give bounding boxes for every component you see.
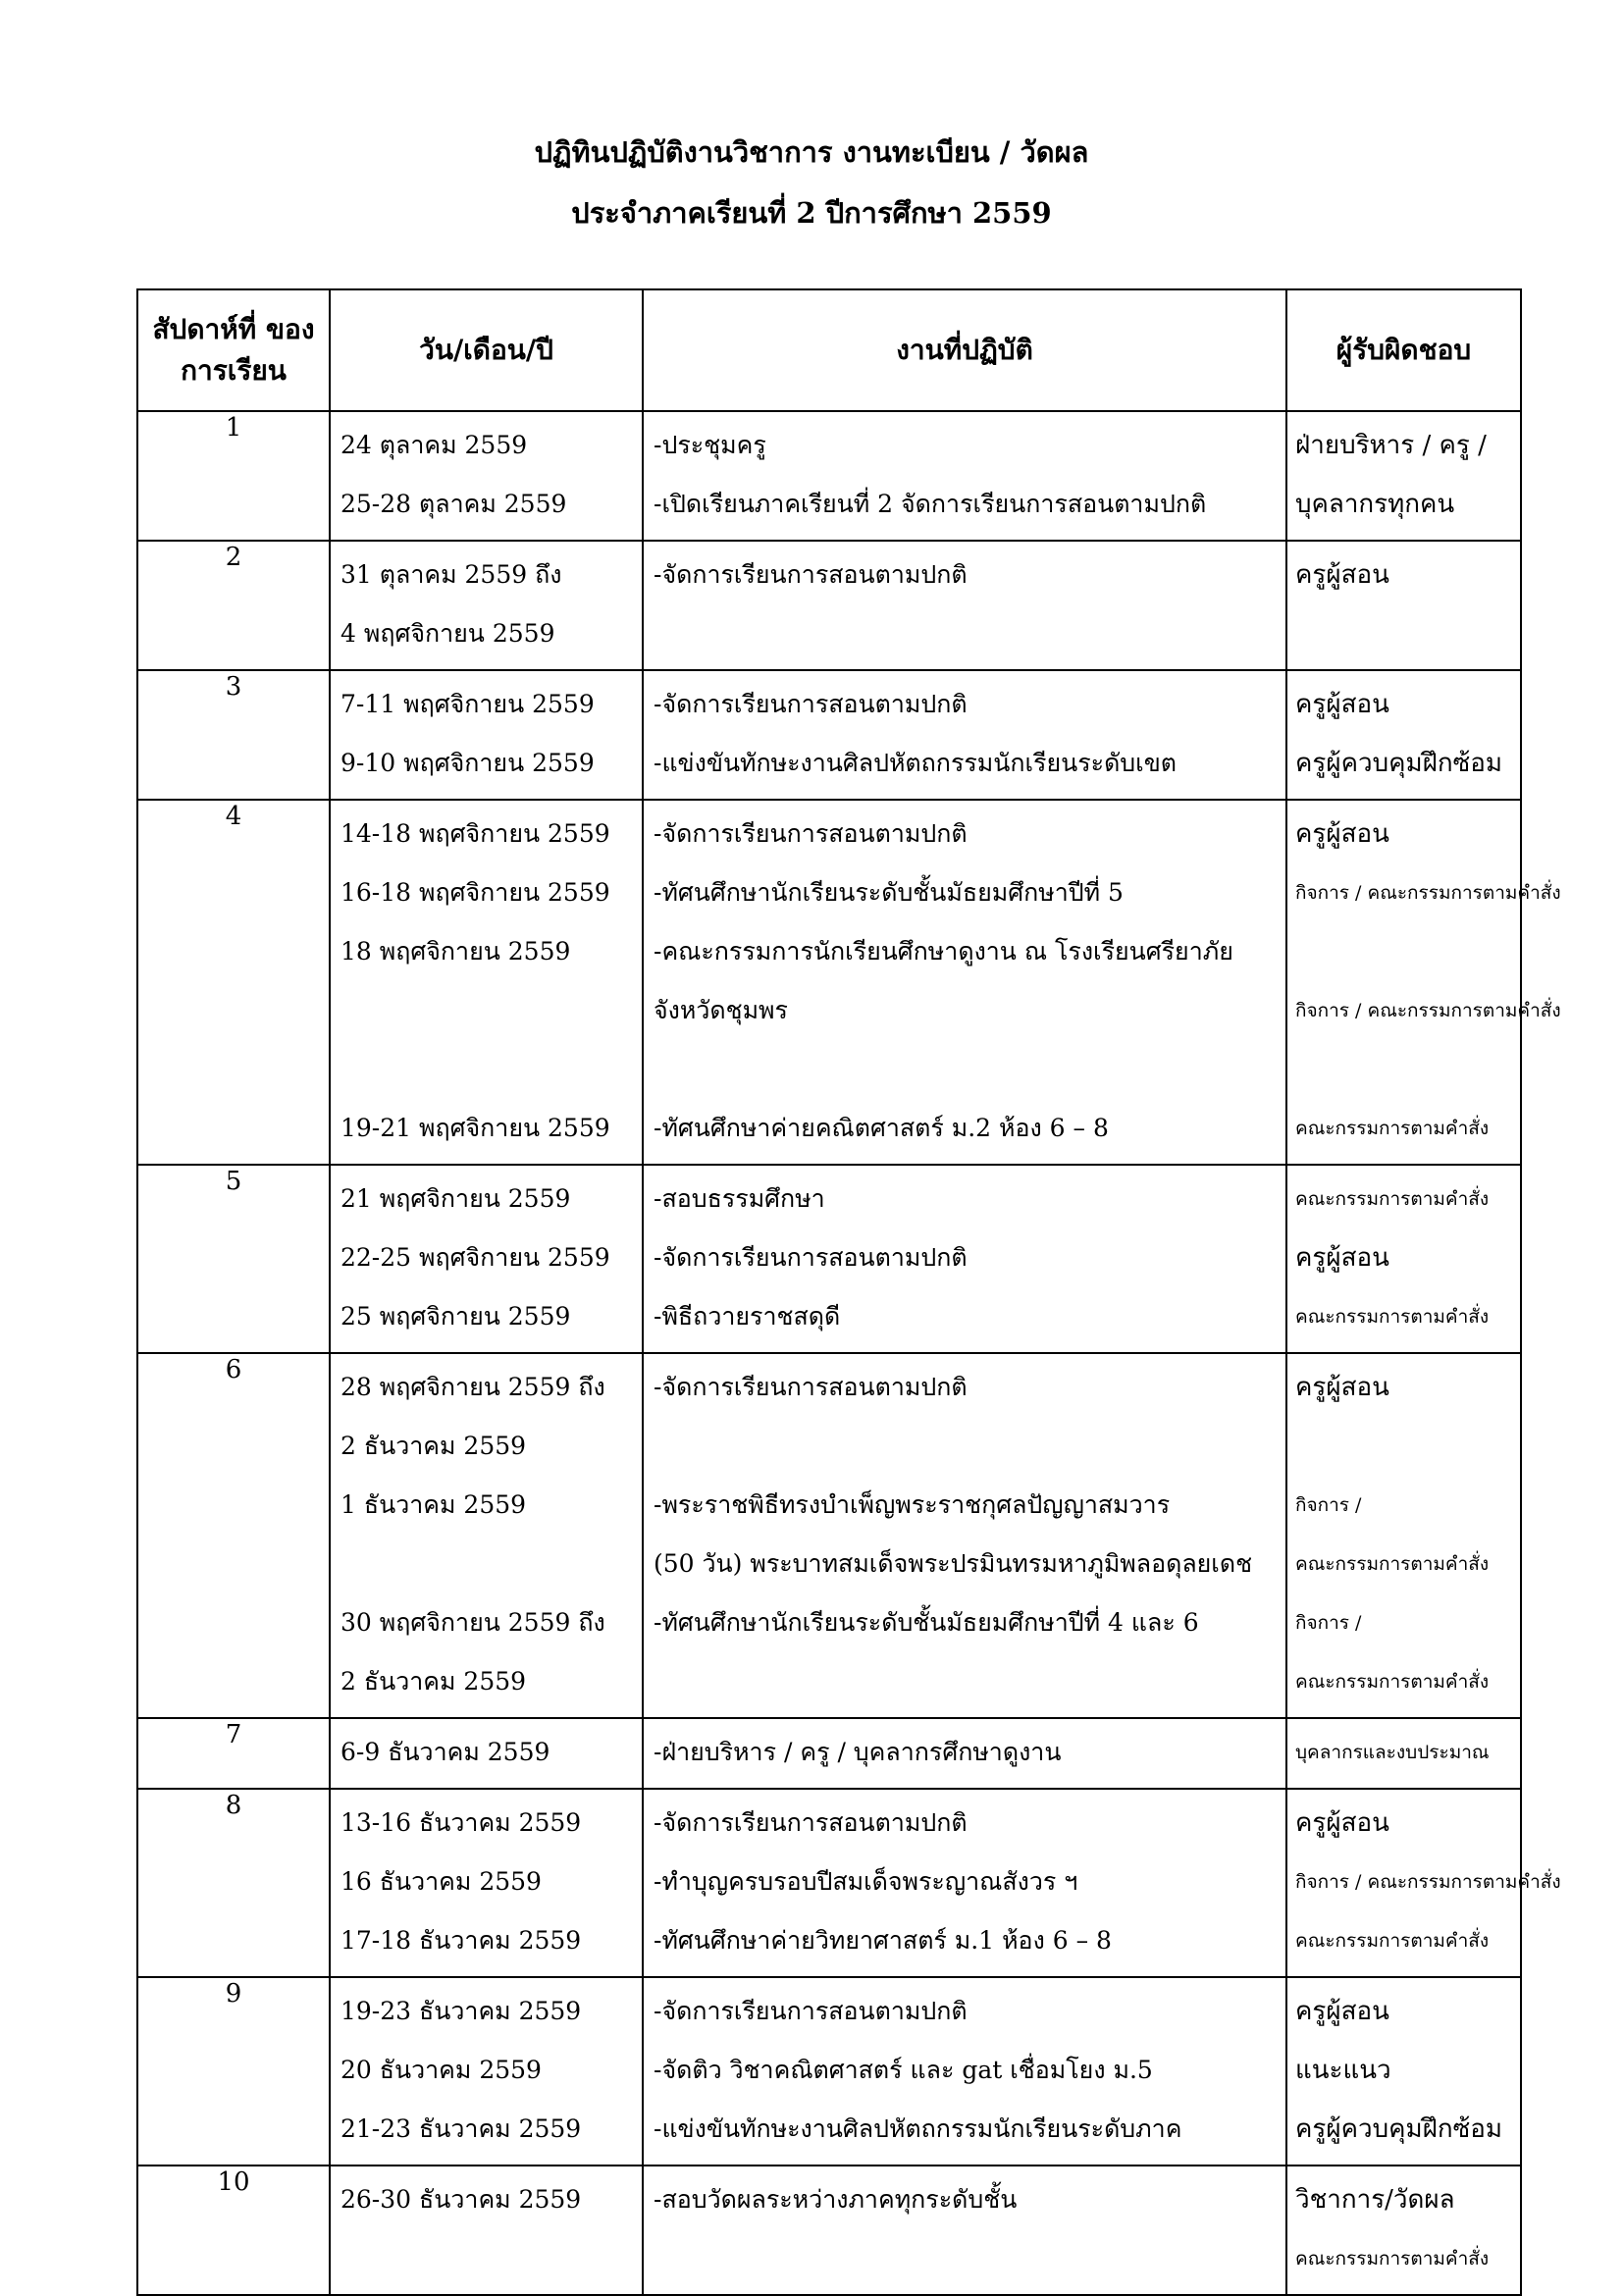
task-line: -จัดการเรียนการสอนตามปกติ <box>654 1243 968 1272</box>
schedule-body <box>137 411 1561 2295</box>
responsible-line: คณะกรรมการตามคำสั่ง <box>1295 2248 1490 2270</box>
date-line: 6-9 ธันวาคม 2559 <box>340 1738 550 1766</box>
task-line: -คณะกรรมการนักเรียนศึกษาดูงาน ณ โรงเรียนศรียาภัย <box>654 937 1233 965</box>
task-line: -พระราชพิธีทรงบำเพ็ญพระราชกุศลปัญญาสมวาร <box>654 1490 1171 1519</box>
responsible-line: กิจการ / <box>1295 1494 1362 1516</box>
responsible-line: คณะกรรมการตามคำสั่ง <box>1295 1671 1490 1693</box>
responsible-line: ครูผู้ควบคุมฝึกซ้อม <box>1295 2114 1502 2144</box>
date-line: 17-18 ธันวาคม 2559 <box>340 1926 582 1955</box>
responsible-line: ครูผู้ควบคุมฝึกซ้อม <box>1295 749 1502 778</box>
date-line: 16 ธันวาคม 2559 <box>340 1867 542 1896</box>
date-line <box>331 1040 642 1099</box>
date-line: 1 ธันวาคม 2559 <box>340 1490 527 1519</box>
responsible-line: กิจการ / คณะกรรมการตามคำสั่ง <box>1295 882 1561 904</box>
responsible-line: ฝ่ายบริหาร / ครู / <box>1295 431 1487 460</box>
responsible-line <box>1287 1417 1520 1476</box>
task-cell <box>643 670 1286 800</box>
table-row <box>137 800 1521 1165</box>
table-row <box>137 670 1521 800</box>
responsible-line: ครูผู้สอน <box>1295 560 1389 590</box>
table-row <box>137 541 1521 670</box>
responsible-cell <box>1286 2166 1521 2295</box>
date-line: 22-25 พฤศจิกายน 2559 <box>340 1243 610 1272</box>
date-cell <box>330 411 643 541</box>
responsible-cell <box>1286 1165 1521 1353</box>
date-line: 28 พฤศจิกายน 2559 ถึง <box>340 1373 605 1401</box>
date-cell <box>330 1165 643 1353</box>
header-task: งานที่ปฏิบัติ <box>643 289 1286 411</box>
header-week: สัปดาห์ที่ ของการเรียน <box>137 289 330 411</box>
task-line <box>644 1417 1285 1476</box>
task-line: -จัดติว วิชาคณิตศาสตร์ และ gat เชื่อมโยง ม.5 <box>654 2056 1153 2084</box>
date-line: 13-16 ธันวาคม 2559 <box>340 1808 582 1837</box>
responsible-cell <box>1286 1353 1521 1718</box>
task-line: -ทัศนศึกษาค่ายวิทยาศาสตร์ ม.1 ห้อง 6 – 8 <box>654 1926 1112 1955</box>
responsible-cell <box>1286 800 1561 1165</box>
date-cell <box>330 1977 643 2166</box>
responsible-line: บุคลากรและงบประมาณ <box>1295 1742 1490 1763</box>
date-cell <box>330 670 643 800</box>
responsible-line: บุคลากรทุกคน <box>1295 490 1455 519</box>
date-line: 25 พฤศจิกายน 2559 <box>340 1302 571 1331</box>
date-line: 21-23 ธันวาคม 2559 <box>340 2114 582 2143</box>
date-line: 19-21 พฤศจิกายน 2559 <box>340 1114 610 1142</box>
responsible-line: ครูผู้สอน <box>1295 690 1389 719</box>
page-title: ปฏิทินปฏิบัติงานวิชาการ งานทะเบียน / วัดผล <box>534 135 1089 169</box>
task-cell <box>643 1353 1286 1718</box>
responsible-cell <box>1286 1977 1521 2166</box>
task-line <box>644 1652 1285 1711</box>
task-line: -ฝ่ายบริหาร / ครู / บุคลากรศึกษาดูงาน <box>654 1738 1062 1766</box>
task-cell <box>643 1718 1286 1789</box>
header-date: วัน/เดือน/ปี <box>330 289 643 411</box>
date-cell <box>330 1353 643 1718</box>
responsible-line: คณะกรรมการตามคำสั่ง <box>1295 1306 1490 1328</box>
week-number: 9 <box>137 1977 330 2166</box>
task-line: -จัดการเรียนการสอนตามปกติ <box>654 690 968 718</box>
responsible-line <box>1287 604 1520 663</box>
week-number: 4 <box>137 800 330 1165</box>
date-line <box>331 2229 642 2288</box>
week-number: 1 <box>137 411 330 541</box>
task-line: (50 วัน) พระบาทสมเด็จพระปรมินทรมหาภูมิพลอดุลยเดช <box>654 1549 1253 1578</box>
table-row <box>137 1977 1521 2166</box>
task-line: -ทัศนศึกษานักเรียนระดับชั้นมัธยมศึกษาปีที่ 4 และ 6 <box>654 1608 1199 1637</box>
task-cell <box>643 1789 1286 1977</box>
responsible-line: กิจการ / คณะกรรมการตามคำสั่ง <box>1295 1000 1561 1021</box>
task-cell <box>643 1977 1286 2166</box>
week-number: 2 <box>137 541 330 670</box>
table-row <box>137 1789 1521 1977</box>
responsible-line: ครูผู้สอน <box>1295 819 1389 849</box>
date-line: 4 พฤศจิกายน 2559 <box>340 619 555 648</box>
task-line <box>644 2229 1285 2288</box>
task-line: -จัดการเรียนการสอนตามปกติ <box>654 1997 968 2025</box>
task-line <box>644 604 1285 663</box>
task-line: -จัดการเรียนการสอนตามปกติ <box>654 1808 968 1837</box>
task-line: -แข่งขันทักษะงานศิลปหัตถกรรมนักเรียนระดับภาค <box>654 2114 1182 2143</box>
task-line: -จัดการเรียนการสอนตามปกติ <box>654 819 968 848</box>
responsible-line: คณะกรรมการตามคำสั่ง <box>1295 1930 1490 1952</box>
task-line: -ทัศนศึกษานักเรียนระดับชั้นมัธยมศึกษาปีที่ 5 <box>654 878 1124 907</box>
task-line: -จัดการเรียนการสอนตามปกติ <box>654 1373 968 1401</box>
date-cell <box>330 1789 643 1977</box>
date-line <box>331 1535 642 1593</box>
task-line: -ทัศนศึกษาค่ายคณิตศาสตร์ ม.2 ห้อง 6 – 8 <box>654 1114 1109 1142</box>
date-line: 30 พฤศจิกายน 2559 ถึง <box>340 1608 605 1637</box>
date-line: 31 ตุลาคม 2559 ถึง <box>340 560 562 589</box>
task-cell <box>643 800 1286 1165</box>
date-cell <box>330 541 643 670</box>
responsible-line: ครูผู้สอน <box>1295 1373 1389 1402</box>
task-line <box>644 1040 1285 1099</box>
responsible-line: กิจการ / <box>1295 1612 1362 1634</box>
header-responsible: ผู้รับผิดชอบ <box>1286 289 1521 411</box>
week-number: 6 <box>137 1353 330 1718</box>
date-line: 24 ตุลาคม 2559 <box>340 431 528 459</box>
task-cell <box>643 541 1286 670</box>
responsible-cell <box>1286 411 1521 541</box>
task-line: -พิธีถวายราชสดุดี <box>654 1302 841 1331</box>
table-header-row <box>137 289 1521 411</box>
responsible-line: ครูผู้สอน <box>1295 1808 1389 1838</box>
responsible-cell <box>1286 670 1521 800</box>
task-line: -สอบธรรมศึกษา <box>654 1184 825 1213</box>
date-line: 18 พฤศจิกายน 2559 <box>340 937 571 965</box>
task-line: -แข่งขันทักษะงานศิลปหัตถกรรมนักเรียนระดับเขต <box>654 749 1178 777</box>
week-number: 3 <box>137 670 330 800</box>
table-row <box>137 2166 1521 2295</box>
date-cell <box>330 2166 643 2295</box>
responsible-line: แนะแนว <box>1295 2056 1391 2085</box>
task-line: -สอบวัดผลระหว่างภาคทุกระดับชั้น <box>654 2185 1018 2214</box>
responsible-cell <box>1286 541 1521 670</box>
date-line: 21 พฤศจิกายน 2559 <box>340 1184 571 1213</box>
week-number: 8 <box>137 1789 330 1977</box>
task-cell <box>643 2166 1286 2295</box>
date-line: 2 ธันวาคม 2559 <box>340 1667 527 1696</box>
date-line: 14-18 พฤศจิกายน 2559 <box>340 819 610 848</box>
task-cell <box>643 411 1286 541</box>
week-number: 5 <box>137 1165 330 1353</box>
date-line: 25-28 ตุลาคม 2559 <box>340 490 567 518</box>
responsible-line <box>1287 922 1520 981</box>
responsible-line: ครูผู้สอน <box>1295 1243 1389 1273</box>
date-line: 7-11 พฤศจิกายน 2559 <box>340 690 595 718</box>
responsible-line: คณะกรรมการตามคำสั่ง <box>1295 1188 1490 1210</box>
responsible-line: วิชาการ/วัดผล <box>1295 2185 1455 2215</box>
task-cell <box>643 1165 1286 1353</box>
date-line <box>331 981 642 1040</box>
date-line: 2 ธันวาคม 2559 <box>340 1432 527 1460</box>
responsible-line: คณะกรรมการตามคำสั่ง <box>1295 1118 1490 1139</box>
date-line: 26-30 ธันวาคม 2559 <box>340 2185 582 2214</box>
week-number: 7 <box>137 1718 330 1789</box>
date-line: 16-18 พฤศจิกายน 2559 <box>340 878 610 907</box>
responsible-line: กิจการ / คณะกรรมการตามคำสั่ง <box>1295 1871 1561 1893</box>
date-line: 9-10 พฤศจิกายน 2559 <box>340 749 595 777</box>
responsible-line <box>1287 1040 1520 1099</box>
table-row <box>137 1165 1521 1353</box>
table-row <box>137 1718 1521 1789</box>
week-number: 10 <box>137 2166 330 2295</box>
task-line: -เปิดเรียนภาคเรียนที่ 2 จัดการเรียนการสอนตามปกติ <box>654 490 1207 518</box>
schedule-table <box>136 288 1561 2296</box>
responsible-line: คณะกรรมการตามคำสั่ง <box>1295 1553 1490 1575</box>
task-line: จังหวัดชุมพร <box>654 996 788 1024</box>
task-line: -ทำบุญครบรอบปีสมเด็จพระญาณสังวร ฯ <box>654 1867 1078 1896</box>
page-subtitle: ประจำภาคเรียนที่ 2 ปีการศึกษา 2559 <box>571 196 1052 230</box>
task-line: -จัดการเรียนการสอนตามปกติ <box>654 560 968 589</box>
date-cell <box>330 1718 643 1789</box>
responsible-cell <box>1286 1718 1521 1789</box>
date-cell <box>330 800 643 1165</box>
responsible-cell <box>1286 1789 1561 1977</box>
date-line: 20 ธันวาคม 2559 <box>340 2056 542 2084</box>
date-line: 19-23 ธันวาคม 2559 <box>340 1997 582 2025</box>
responsible-line: ครูผู้สอน <box>1295 1997 1389 2026</box>
table-row <box>137 1353 1521 1718</box>
table-row <box>137 411 1521 541</box>
task-line: -ประชุมครู <box>654 431 766 459</box>
